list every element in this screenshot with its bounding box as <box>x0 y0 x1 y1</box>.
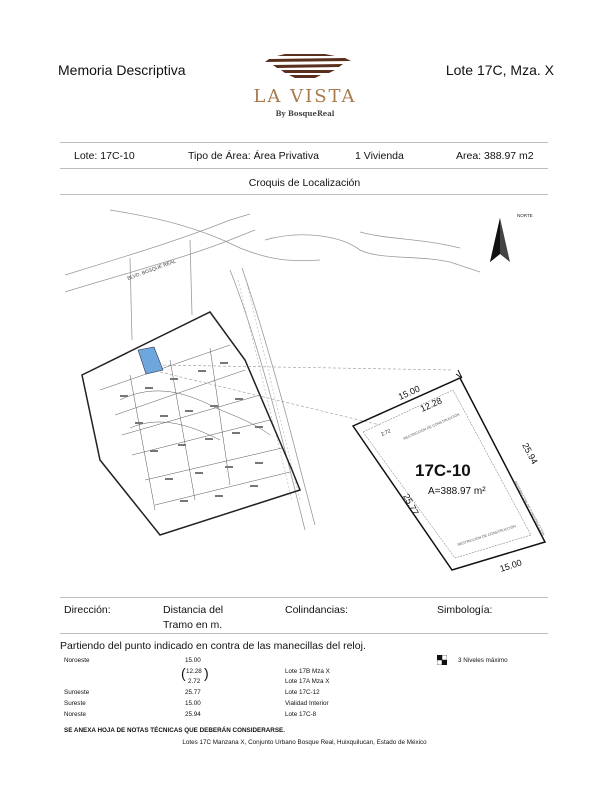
row-col: Lote 17C-8 <box>285 711 317 718</box>
svg-text:15.00: 15.00 <box>498 557 524 574</box>
logo-tagline: By BosqueReal <box>275 109 335 118</box>
svg-text:12.28: 12.28 <box>418 395 444 414</box>
divider <box>60 168 548 169</box>
area-type: Tipo de Área: Área Privativa <box>188 150 319 162</box>
row-dir: Suroeste <box>64 689 90 696</box>
row-dir: Sureste <box>64 700 86 707</box>
svg-text:25.94: 25.94 <box>520 441 540 466</box>
location-sketch <box>60 200 548 595</box>
row-dist: 15.00 <box>185 700 201 707</box>
svg-text:2.72: 2.72 <box>380 428 392 438</box>
checker-icon <box>437 655 447 665</box>
section-title: Croquis de Localización <box>248 177 361 189</box>
row-col: Lote 17C-12 <box>285 689 320 696</box>
svg-text:A=388.97 m²: A=388.97 m² <box>428 486 486 497</box>
row-col: Lote 17A Mza X <box>285 678 330 685</box>
col-boundaries: Colindancias: <box>285 604 349 616</box>
svg-text:15.00: 15.00 <box>396 383 422 402</box>
col-distance-line1: Distancia del <box>163 604 224 616</box>
technical-note: SE ANEXA HOJA DE NOTAS TÉCNICAS QUE DEBERÁN CONSIDERARSE. <box>64 727 285 734</box>
svg-text:25.77: 25.77 <box>401 492 421 517</box>
divider <box>60 597 548 598</box>
north-arrow-icon <box>490 218 510 262</box>
paren-open: ( <box>181 665 186 681</box>
lot-area: Area: 388.97 m2 <box>456 150 534 162</box>
dwelling-count: 1 Vivienda <box>355 150 404 162</box>
row-dist: 15.00 <box>185 657 201 664</box>
row-col: Lote 17B Mza X <box>285 668 330 675</box>
lot-reference: Lote 17C, Mza. X <box>445 62 554 78</box>
svg-text:NORTE: NORTE <box>517 213 533 218</box>
col-distance-line2: Tramo en m. <box>163 619 223 631</box>
row-dist: 25.94 <box>185 711 201 718</box>
logo-name: LA VISTA <box>253 86 357 107</box>
row-dir: Noroeste <box>64 657 90 664</box>
intro-text: Partiendo del punto indicado en contra de las manecillas del reloj. <box>60 640 366 652</box>
svg-text:17C-10: 17C-10 <box>415 461 471 480</box>
divider <box>60 633 548 634</box>
lot-id: Lote: 17C-10 <box>74 150 135 162</box>
footer-address: Lotes 17C Manzana X, Conjunto Urbano Bosque Real, Huixquilucan, Estado de México <box>182 739 427 746</box>
row-dist: 2.72 <box>188 678 201 685</box>
svg-text:BLVD. BOSQUE REAL: BLVD. BOSQUE REAL <box>126 258 177 282</box>
paren-close: ) <box>204 665 209 681</box>
divider <box>60 142 548 143</box>
row-dist: 12.28 <box>186 668 202 675</box>
document-title: Memoria Descriptiva <box>58 62 186 78</box>
legend-text: 3 Niveles máximo <box>458 657 508 664</box>
svg-text:RESTRICCIÓN DE CONSTRUCCIÓN: RESTRICCIÓN DE CONSTRUCCIÓN <box>402 412 461 441</box>
svg-text:RESTRICCIÓN DE CONSTRUCCIÓN: RESTRICCIÓN DE CONSTRUCCIÓN <box>513 480 546 537</box>
row-col: Vialidad Interior <box>285 700 329 707</box>
row-dist: 25.77 <box>185 689 201 696</box>
row-dir: Noreste <box>64 711 87 718</box>
svg-text:RESTRICCIÓN DE CONSTRUCCIÓN: RESTRICCIÓN DE CONSTRUCCIÓN <box>457 524 517 547</box>
col-direction: Dirección: <box>64 604 111 616</box>
col-symbology: Simbología: <box>437 604 493 616</box>
divider <box>60 194 548 195</box>
